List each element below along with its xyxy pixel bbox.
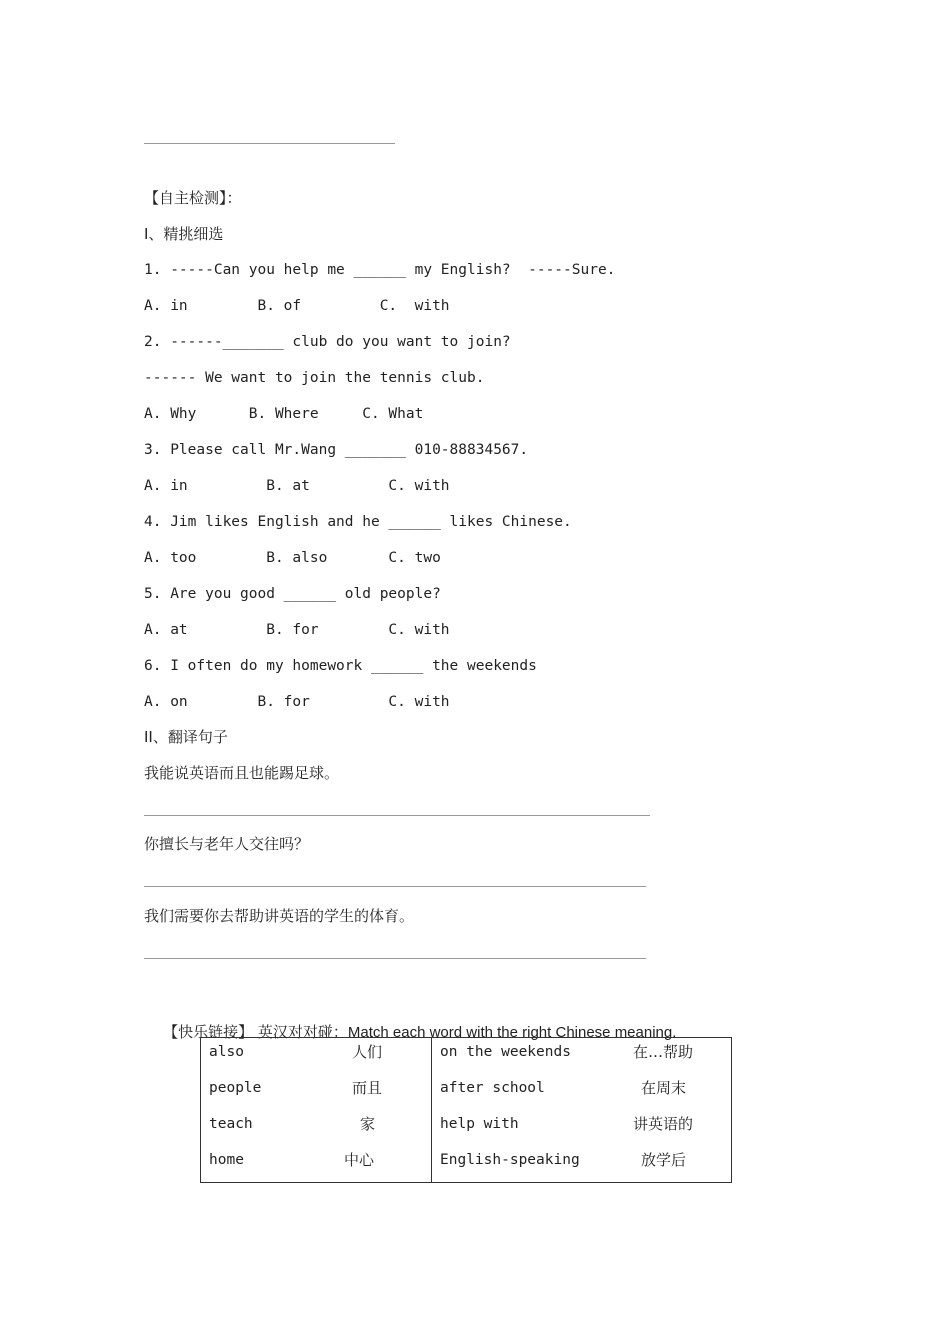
question-4-options: A. too B. also C. two [144,550,441,566]
right-word: on the weekends [440,1044,571,1060]
left-meaning: 人们 [352,1043,383,1061]
translation-2: 你擅长与老年人交往吗？ [144,835,310,853]
question-2-answer: ------ We want to join the tennis club. [144,370,485,386]
match-table [200,1037,732,1183]
part1-title: I、精挑细选 [144,225,224,243]
right-word: English-speaking [440,1152,580,1168]
question-6: 6. I often do my homework ______ the weekends [144,658,537,674]
happy-link-heading: 【快乐链接】 [163,1023,254,1041]
left-word: teach [209,1116,253,1132]
question-3: 3. Please call Mr.Wang _______ 010-88834567. [144,442,529,458]
right-meaning: 放学后 [641,1151,687,1169]
question-5: 5. Are you good ______ old people? [144,586,441,602]
left-meaning: 中心 [344,1151,375,1169]
happy-link-cn-label: 英汉对对碰： [257,1023,348,1041]
question-2: 2. ------_______ club do you want to join? [144,334,511,350]
translation-3: 我们需要你去帮助讲英语的学生的体育。 [144,907,415,925]
right-word: help with [440,1116,519,1132]
question-1-options: A. in B. of C. with [144,298,450,314]
part2-title: II、翻译句子 [144,728,228,746]
answer-line-top [144,143,395,144]
question-1: 1. -----Can you help me ______ my English? -----Sure. [144,262,616,278]
translation-1: 我能说英语而且也能踢足球。 [144,764,340,782]
answer-line-2 [144,886,646,887]
self-check-heading: 【自主检测】： [144,189,242,207]
left-word: home [209,1152,244,1168]
right-meaning: 在…帮助 [633,1043,694,1061]
right-meaning: 在周末 [641,1079,687,1097]
question-4: 4. Jim likes English and he ______ likes Chinese. [144,514,572,530]
answer-line-1 [144,815,650,816]
left-meaning: 家 [360,1115,376,1133]
happy-link-instruction: Match each word with the right Chinese meaning. [347,1024,677,1041]
question-2-options: A. Why B. Where C. What [144,406,424,422]
right-meaning: 讲英语的 [633,1115,694,1133]
left-word: people [209,1080,262,1096]
question-6-options: A. on B. for C. with [144,694,450,710]
right-word: after school [440,1080,545,1096]
left-meaning: 而且 [352,1079,383,1097]
answer-line-3 [144,958,646,959]
question-5-options: A. at B. for C. with [144,622,450,638]
table-divider [431,1038,432,1182]
left-word: also [209,1044,244,1060]
question-3-options: A. in B. at C. with [144,478,450,494]
